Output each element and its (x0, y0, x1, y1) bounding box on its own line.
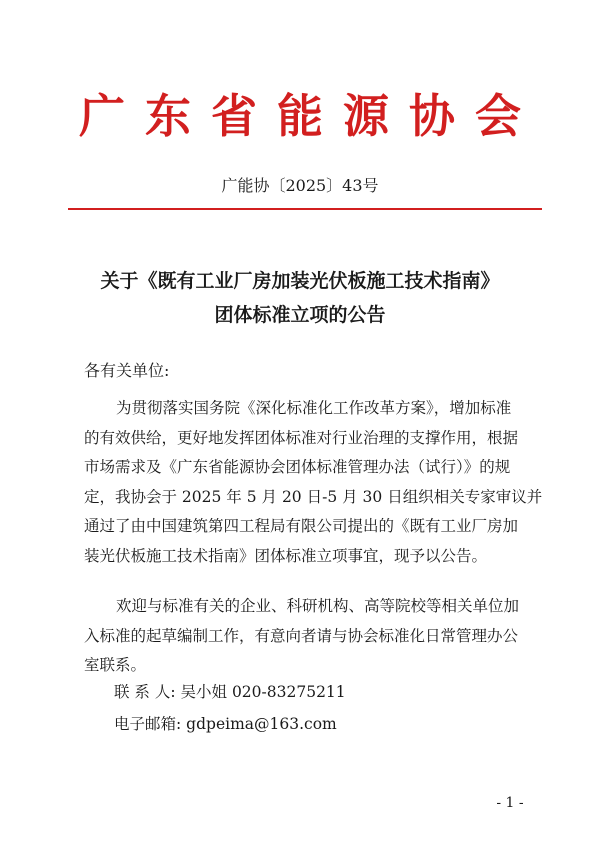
salutation: 各有关单位: (84, 361, 170, 380)
paragraph-line: 装光伏板施工技术指南》团体标准立项事宜，现予以公告。 (84, 546, 488, 565)
contact-person (114, 678, 346, 706)
paragraph-line: 市场需求及《广东省能源协会团体标准管理办法（试行）》的规 (84, 458, 511, 476)
doc-title-line-1: 关于《既有工业厂房加装光伏板施工技术指南》 (100, 270, 500, 292)
contact-email (114, 710, 337, 738)
paragraph-line: 通过了由中国建筑第四工程局有限公司提出的《既有工业厂房加 (84, 517, 519, 535)
page-number: - 1 - (496, 795, 524, 811)
org-header: 广东省能源协会 (79, 89, 541, 143)
paragraph-1 (84, 394, 543, 571)
contact-email-label: 电子邮箱: (114, 715, 182, 733)
doc-title-line-2: 团体标准立项的公告 (214, 304, 386, 326)
paragraph-line: 入标准的起草编制工作，有意向者请与协会标准化日常管理办公 (84, 626, 519, 645)
paragraph-line: 欢迎与标准有关的企业、科研机构、高等院校等相关单位加 (116, 597, 520, 615)
paragraph-line: 的有效供给，更好地发挥团体标准对行业治理的支撑作用，根据 (84, 428, 519, 447)
contact-person-value: 吴小姐 020-83275211 (180, 683, 346, 701)
red-divider (68, 208, 542, 210)
paragraph-line: 室联系。 (84, 656, 147, 674)
doc-number: 广能协〔2025〕43号 (221, 176, 379, 195)
contact-person-label: 联 系 人: (114, 683, 176, 701)
paragraph-line: 定，我协会于 2025 年 5 月 20 日-5 月 30 日组织相关专家审议并 (84, 487, 543, 506)
contact-email-value: gdpeima@163.com (186, 715, 337, 733)
doc-title (60, 264, 540, 332)
paragraph-2 (84, 592, 524, 681)
paragraph-line: 为贯彻落实国务院《深化标准化工作改革方案》，增加标准 (116, 399, 512, 417)
